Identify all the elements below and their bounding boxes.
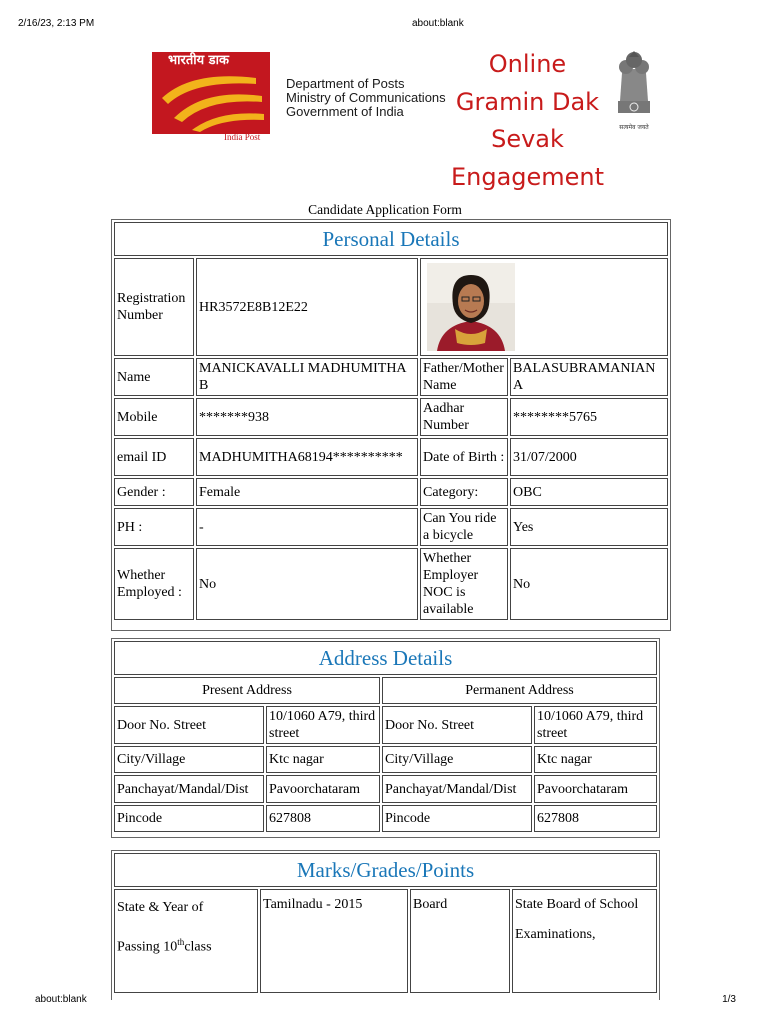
gender-label: Gender : [114,478,194,506]
state-year-label-c: class [184,939,212,955]
permanent-panchayat-label: Panchayat/Mandal/Dist [382,775,532,803]
mobile-value: *******938 [196,398,418,436]
present-panchayat-value: Pavoorchataram [266,775,380,803]
category-value: OBC [510,478,668,506]
present-city-label: City/Village [114,746,264,773]
footer-page-number: 1/3 [722,994,736,1005]
national-emblem-icon [612,43,656,123]
permanent-city-label: City/Village [382,746,532,773]
permanent-panchayat-value: Pavoorchataram [534,775,657,803]
email-value: MADHUMITHA68194********** [196,438,418,476]
india-post-hindi-text: भारतीय डाक [168,53,229,68]
print-footer [0,994,768,1024]
present-pincode-label: Pincode [114,805,264,832]
noc-label: Whether Employer NOC is available [420,548,508,620]
form-caption: Candidate Application Form [308,202,462,217]
print-header [0,0,768,30]
department-text [286,77,446,119]
father-value: BALASUBRAMANIAN A [510,358,668,396]
gender-value: Female [196,478,418,506]
candidate-photo [427,263,515,351]
bicycle-label: Can You ride a bicycle [420,508,508,546]
present-panchayat-label: Panchayat/Mandal/Dist [114,775,264,803]
present-door-label: Door No. Street [114,706,264,744]
dept-line-1: Department of Posts [286,76,405,91]
permanent-pincode-value: 627808 [534,805,657,832]
state-year-label-b: Passing 10 [117,939,178,955]
registration-label: Registration Number [114,258,194,356]
ph-value: - [196,508,418,546]
board-label: Board [410,889,510,993]
title-line-4: Engagement [450,162,605,191]
category-label: Category: [420,478,508,506]
address-details-section [111,638,660,838]
national-emblem [612,43,656,135]
present-door-value: 10/1060 A79, third street [266,706,380,744]
title-line-3: Sevak [491,125,564,153]
marks-section [111,850,660,1000]
state-year-value: Tamilnadu - 2015 [260,889,408,993]
personal-details-table [112,220,670,622]
address-details-heading: Address Details [114,641,657,675]
title-line-2: Gramin Dak [455,87,600,116]
permanent-door-label: Door No. Street [382,706,532,744]
state-year-label-a: State & Year of [117,900,204,915]
bicycle-value: Yes [510,508,668,546]
ph-label: PH : [114,508,194,546]
state-year-label [114,889,258,993]
emblem-motto: सत्यमेव जयते [619,124,649,131]
india-post-label: India Post [224,132,261,142]
india-post-logo [150,50,446,142]
print-datetime: 2/16/23, 2:13 PM [18,18,95,29]
permanent-address-heading: Permanent Address [382,677,657,704]
email-label: email ID [114,438,194,476]
name-label: Name [114,358,194,396]
name-value: MANICKAVALLI MADHUMITHA B [196,358,418,396]
aadhar-value: ********5765 [510,398,668,436]
dept-line-2: Ministry of Communications [286,90,446,105]
dob-value: 31/07/2000 [510,438,668,476]
title-line-1: Online [488,50,567,78]
page-title [445,46,610,196]
state-year-label-sup: th [177,937,185,947]
mobile-label: Mobile [114,398,194,436]
employed-value: No [196,548,418,620]
personal-details-heading: Personal Details [114,222,668,256]
permanent-door-value: 10/1060 A79, third street [534,706,657,744]
permanent-pincode-label: Pincode [382,805,532,832]
print-url: about:blank [412,18,464,29]
registration-value: HR3572E8B12E22 [196,258,418,356]
personal-details-section [111,219,671,631]
board-value: State Board of School Examinations, [512,889,657,993]
marks-heading: Marks/Grades/Points [114,853,657,887]
dob-label: Date of Birth : [420,438,508,476]
dept-line-3: Government of India [286,104,404,119]
present-pincode-value: 627808 [266,805,380,832]
father-label: Father/Mother Name [420,358,508,396]
present-city-value: Ktc nagar [266,746,380,773]
photo-cell [420,258,668,356]
marks-table [112,851,659,995]
address-details-table [112,639,659,834]
aadhar-label: Aadhar Number [420,398,508,436]
present-address-heading: Present Address [114,677,380,704]
permanent-city-value: Ktc nagar [534,746,657,773]
employed-label: Whether Employed : [114,548,194,620]
footer-url: about:blank [35,994,87,1005]
noc-value: No [510,548,668,620]
